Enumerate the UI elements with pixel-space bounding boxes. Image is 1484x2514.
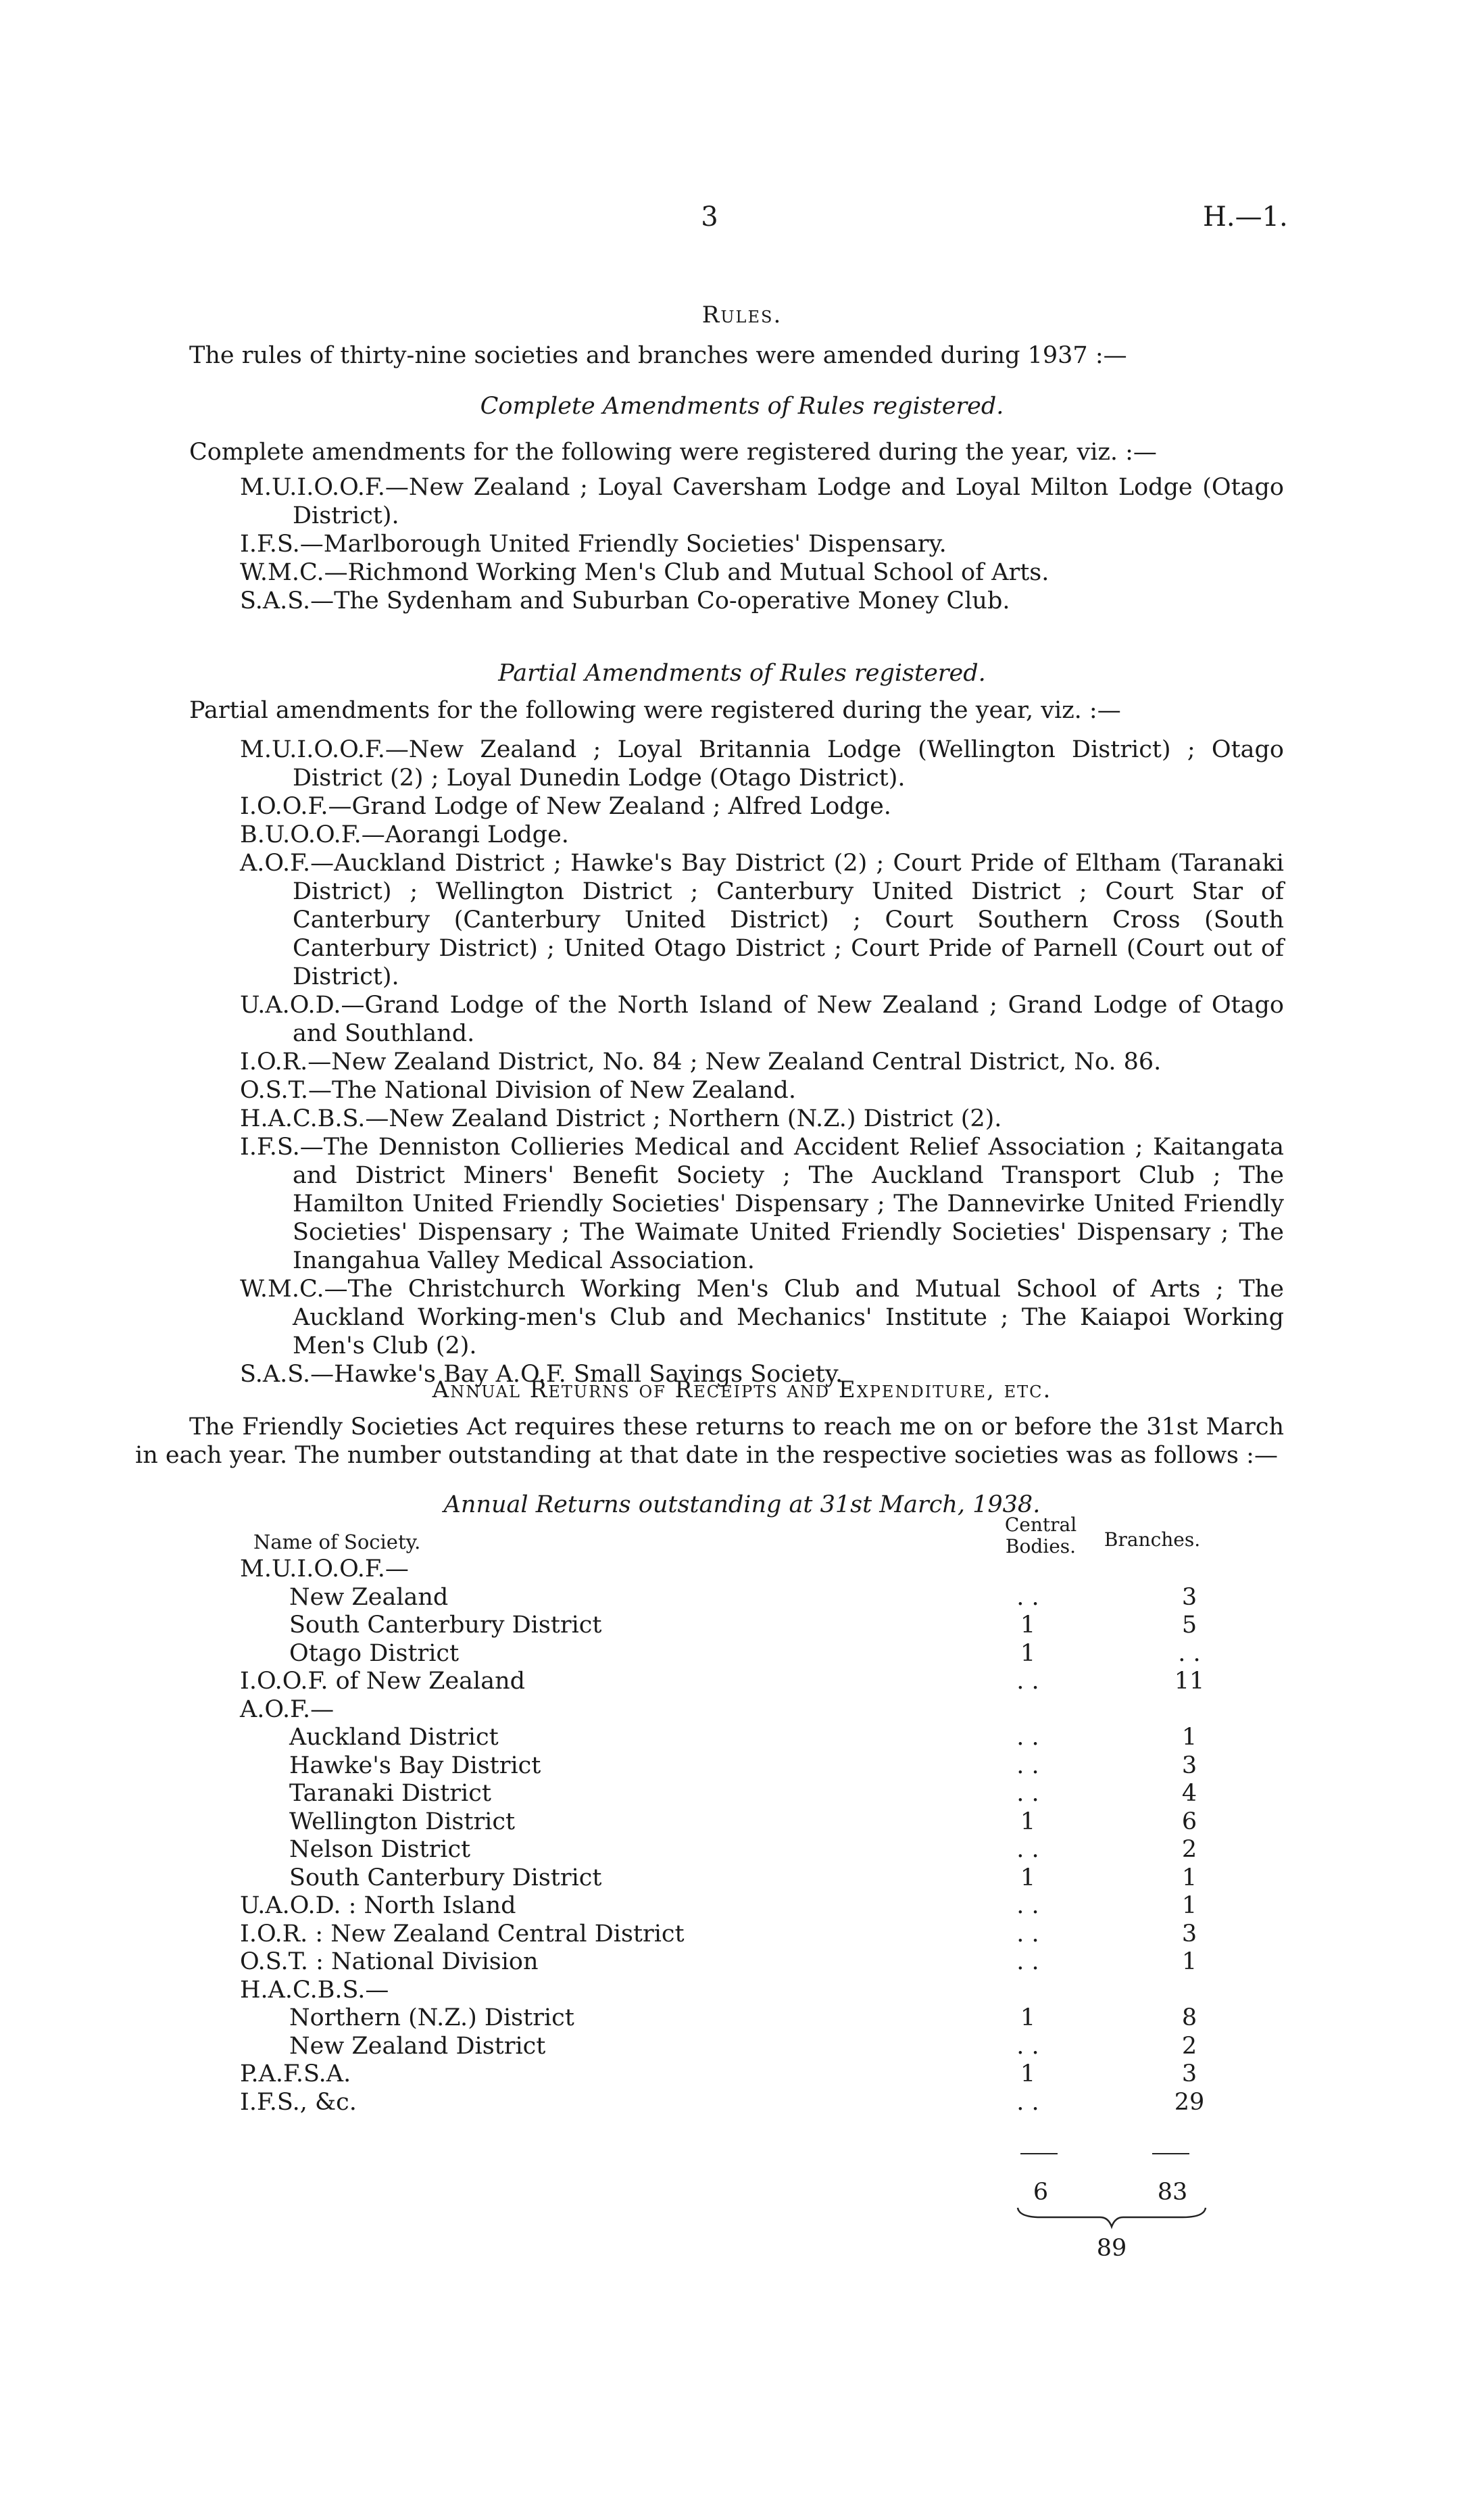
society-name: H.A.C.B.S.—	[240, 1976, 389, 2004]
column-header-central: Central Bodies.	[1004, 1514, 1077, 1557]
table-row	[240, 1611, 1243, 1639]
table-row	[240, 1555, 1243, 1582]
society-name: Taranaki District	[289, 1780, 491, 1807]
central-bodies-value: 1	[1020, 1612, 1036, 1639]
document-reference: H.—1.	[1203, 201, 1288, 233]
table-row	[240, 1751, 1243, 1779]
list-item: A.O.F.—Auckland District ; Hawke's Bay District (2) ; Court Pride of Eltham (Taranaki District) ; Wellington District ; Canterbury United District ; Court Star of Canterbury (Canterbury United District) ; Court Southern Cross (South Canterbury District) ; United Otago District ; Court Pride of Parnell (Court out of District).	[240, 850, 1284, 990]
list-item: O.S.T.—The National Division of New Zealand.	[240, 1077, 796, 1104]
list-item: M.U.I.O.O.F.—New Zealand ; Loyal Caversham Lodge and Loyal Milton Lodge (Otago District).	[240, 474, 1284, 529]
list-item: S.A.S.—The Sydenham and Suburban Co-operative Money Club.	[240, 587, 1010, 614]
table-caption: Annual Returns outstanding at 31st March, 1938.	[443, 1491, 1041, 1518]
total-branches: 83	[1157, 2179, 1188, 2206]
table-row	[240, 2032, 1243, 2060]
society-name: Auckland District	[289, 1724, 499, 1751]
table-row	[240, 2060, 1243, 2087]
partial-amendments-list	[240, 735, 1284, 1388]
rules-title: Rules.	[701, 301, 783, 329]
complete-amendments-list	[240, 473, 1284, 615]
list-item: I.F.S.—Marlborough United Friendly Societies' Dispensary.	[240, 531, 947, 558]
table-row	[240, 1808, 1243, 1835]
branches-value: 1	[1181, 1948, 1197, 1975]
list-item: M.U.I.O.O.F.—New Zealand ; Loyal Britannia Lodge (Wellington District) ; Otago District (2) ; Loyal Dunedin Lodge (Otago District).	[240, 736, 1284, 792]
branches-value: 3	[1181, 1920, 1197, 1948]
brace	[1014, 2205, 1210, 2232]
page-number: 3	[701, 201, 718, 233]
table-row	[240, 2004, 1243, 2031]
table-row	[240, 1976, 1243, 2004]
table-row	[240, 1695, 1243, 1723]
table-row	[240, 1864, 1243, 1891]
central-sum-rule	[1020, 2153, 1058, 2154]
list-item: I.O.R.—New Zealand District, No. 84 ; New Zealand Central District, No. 86.	[240, 1048, 1162, 1075]
table-row	[240, 1835, 1243, 1863]
society-name: A.O.F.—	[240, 1695, 335, 1723]
column-header-name: Name of Society.	[253, 1530, 421, 1553]
list-item: S.A.S.—Hawke's Bay A.O.F. Small Savings Society.	[240, 1361, 843, 1388]
society-name: M.U.I.O.O.F.—	[240, 1555, 409, 1582]
central-bodies-value: . .	[1016, 1751, 1039, 1779]
grand-total: 89	[1096, 2235, 1127, 2262]
society-name: U.A.O.D. : North Island	[240, 1892, 516, 1919]
society-name: Nelson District	[289, 1836, 471, 1863]
central-bodies-value: . .	[1016, 1920, 1039, 1948]
complete-amendments-intro: Complete amendments for the following were registered during the year, viz. :—	[189, 439, 1157, 466]
list-item: B.U.O.O.F.—Aorangi Lodge.	[240, 821, 569, 848]
annual-returns-title: Annual Returns of Receipts and Expenditure, etc.	[432, 1376, 1052, 1403]
central-bodies-value: 1	[1020, 1864, 1036, 1891]
society-name: I.F.S., &c.	[240, 2088, 357, 2116]
central-bodies-value: . .	[1016, 1892, 1039, 1919]
branches-value: 2	[1181, 1836, 1197, 1863]
list-item: I.F.S.—The Denniston Collieries Medical and Accident Relief Association ; Kaitangata and District Miners' Benefit Society ; The Auckland Transport Club ; The Hamilton United Friendly Societies' Dispensary ; The Dannevirke United Friendly Societies' Dispensary ; The Waimate United Friendly Societies' Dispensary ; The Inangahua Valley Medical Association.	[240, 1134, 1284, 1274]
society-name: Northern (N.Z.) District	[289, 2004, 574, 2031]
list-item: W.M.C.—The Christchurch Working Men's Club and Mutual School of Arts ; The Auckland Working-men's Club and Mechanics' Institute ; The Kaiapoi Working Men's Club (2).	[240, 1276, 1284, 1359]
central-bodies-value: . .	[1016, 2032, 1039, 2060]
central-bodies-value: . .	[1016, 1583, 1039, 1611]
rules-intro: The rules of thirty-nine societies and branches were amended during 1937 :—	[189, 342, 1127, 369]
list-item: I.O.O.F.—Grand Lodge of New Zealand ; Alfred Lodge.	[240, 793, 891, 820]
table-row	[240, 1723, 1243, 1751]
table-row	[240, 2088, 1243, 2116]
branches-value: 4	[1181, 1780, 1197, 1807]
table-row	[240, 1639, 1243, 1667]
central-bodies-value: . .	[1016, 1836, 1039, 1863]
branches-value: . .	[1178, 1639, 1201, 1667]
society-name: South Canterbury District	[289, 1612, 602, 1639]
society-name: O.S.T. : National Division	[240, 1948, 539, 1975]
list-item: H.A.C.B.S.—New Zealand District ; Northern (N.Z.) District (2).	[240, 1105, 1002, 1132]
branches-value: 5	[1181, 1612, 1197, 1639]
central-bodies-value: 1	[1020, 1808, 1036, 1835]
society-name: I.O.O.F. of New Zealand	[240, 1668, 526, 1695]
branches-value: 8	[1181, 2004, 1197, 2031]
society-name: Otago District	[289, 1639, 460, 1667]
branches-value: 3	[1181, 1751, 1197, 1779]
central-bodies-value: 1	[1020, 1639, 1036, 1667]
list-item: W.M.C.—Richmond Working Men's Club and Mutual School of Arts.	[240, 559, 1049, 586]
table-row	[240, 1583, 1243, 1611]
table-row	[240, 1948, 1243, 1975]
society-name: Hawke's Bay District	[289, 1751, 541, 1779]
branches-value: 11	[1174, 1668, 1205, 1695]
branches-sum-rule	[1152, 2153, 1189, 2154]
central-bodies-value: . .	[1016, 1780, 1039, 1807]
central-bodies-value: . .	[1016, 1724, 1039, 1751]
total-central: 6	[1033, 2179, 1049, 2206]
partial-amendments-heading: Partial Amendments of Rules registered.	[498, 660, 986, 687]
branches-value: 3	[1181, 1583, 1197, 1611]
column-header-branches: Branches.	[1104, 1528, 1201, 1551]
central-bodies-value: 1	[1020, 2060, 1036, 2087]
table-row	[240, 1920, 1243, 1948]
branches-value: 6	[1181, 1808, 1197, 1835]
society-name: P.A.F.S.A.	[240, 2060, 351, 2087]
society-name: South Canterbury District	[289, 1864, 602, 1891]
table-row	[240, 1779, 1243, 1807]
central-bodies-value: . .	[1016, 1948, 1039, 1975]
society-name: I.O.R. : New Zealand Central District	[240, 1920, 685, 1948]
branches-value: 1	[1181, 1724, 1197, 1751]
branches-value: 2	[1181, 2032, 1197, 2060]
branches-value: 1	[1181, 1892, 1197, 1919]
table-row	[240, 1667, 1243, 1695]
central-bodies-value: . .	[1016, 2088, 1039, 2116]
table-row	[240, 1891, 1243, 1919]
branches-value: 29	[1174, 2088, 1205, 2116]
society-name: New Zealand	[289, 1583, 449, 1611]
society-name: Wellington District	[289, 1808, 516, 1835]
central-bodies-value: 1	[1020, 2004, 1036, 2031]
complete-amendments-heading: Complete Amendments of Rules registered.	[480, 393, 1004, 420]
central-bodies-value: . .	[1016, 1668, 1039, 1695]
annual-returns-paragraph: The Friendly Societies Act requires these returns to reach me on or before the 31st March in each year. The number outstanding at that date in the respective societies was as follows :—	[135, 1413, 1284, 1469]
society-name: New Zealand District	[289, 2032, 546, 2060]
list-item: U.A.O.D.—Grand Lodge of the North Island of New Zealand ; Grand Lodge of Otago and Southland.	[240, 992, 1284, 1047]
branches-value: 1	[1181, 1864, 1197, 1891]
partial-amendments-intro: Partial amendments for the following were registered during the year, viz. :—	[189, 697, 1121, 724]
branches-value: 3	[1181, 2060, 1197, 2087]
